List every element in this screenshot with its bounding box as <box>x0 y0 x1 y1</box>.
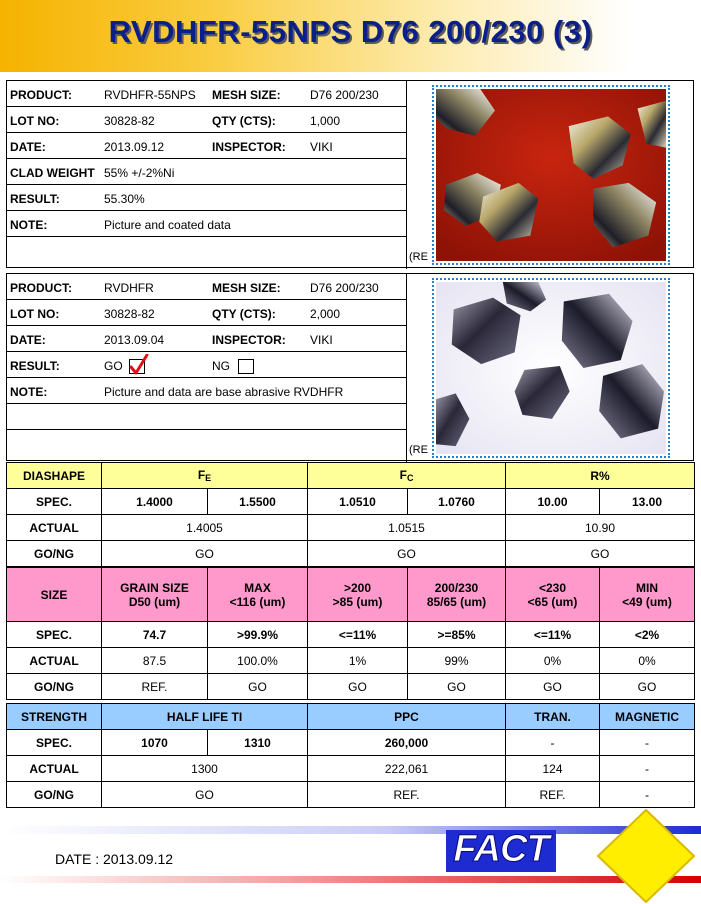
actual-cell: 87.5 <box>102 648 208 674</box>
over-200-header <box>308 568 408 622</box>
table-row <box>7 704 695 730</box>
half-life-max: 1310 <box>208 730 308 756</box>
qty-label: QTY (CTS): <box>212 307 276 321</box>
result-label: RESULT: <box>10 359 60 373</box>
inspector-label: INSPECTOR: <box>212 333 286 347</box>
fc-subscript: C <box>406 473 414 483</box>
coated-product-row <box>7 81 407 107</box>
table-row <box>7 782 695 808</box>
r-gong: GO <box>506 541 695 567</box>
fe-letter: F <box>197 468 206 482</box>
ppc-actual: 222,061 <box>308 756 506 782</box>
magnetic-spec: - <box>600 730 695 756</box>
base-info-fields <box>7 274 407 430</box>
actual-cell: 99% <box>408 648 506 674</box>
half-life-gong: GO <box>102 782 308 808</box>
under-230-header <box>506 568 600 622</box>
photo-caption: (RE <box>409 251 428 263</box>
date-value: 2013.09.04 <box>104 333 165 347</box>
header-line: <116 (um) <box>229 594 286 609</box>
coated-photo-frame <box>432 85 670 265</box>
go-checkbox[interactable] <box>129 359 145 374</box>
fc-gong: GO <box>308 541 506 567</box>
size-header: SIZE <box>7 568 102 622</box>
base-info-panel <box>6 273 694 461</box>
spec-cell: >=85% <box>408 622 506 648</box>
product-value: RVDHFR <box>104 281 154 295</box>
r-max: 13.00 <box>600 489 695 515</box>
table-row <box>7 515 695 541</box>
spec-label: SPEC. <box>7 730 102 756</box>
header-line: GRAIN SIZE <box>120 580 189 595</box>
base-grains-photo <box>436 282 666 454</box>
panel-divider <box>406 81 407 269</box>
tran-gong: REF. <box>506 782 600 808</box>
footer-date: DATE : 2013.09.12 <box>55 851 174 867</box>
table-row <box>7 622 695 648</box>
mesh-value: D76 200/230 <box>310 88 379 102</box>
note-label: NOTE: <box>10 385 48 399</box>
coated-date-row <box>7 133 407 159</box>
fc-header <box>308 463 506 489</box>
fe-min: 1.4000 <box>102 489 208 515</box>
spec-cell: <=11% <box>506 622 600 648</box>
fact-logo: FACT <box>453 828 549 870</box>
inspector-value: VIKI <box>310 333 333 347</box>
min-header <box>600 568 695 622</box>
gong-label: GO/NG <box>7 782 102 808</box>
mesh-label: MESH SIZE: <box>212 281 281 295</box>
table-row <box>7 489 695 515</box>
ng-label: NG <box>212 359 230 373</box>
ppc-header: PPC <box>308 704 506 730</box>
gong-cell: GO <box>308 674 408 700</box>
half-life-actual: 1300 <box>102 756 308 782</box>
r-min: 10.00 <box>506 489 600 515</box>
gong-cell: GO <box>600 674 695 700</box>
magnetic-actual: - <box>600 756 695 782</box>
gong-cell: GO <box>208 674 308 700</box>
tran-header: TRAN. <box>506 704 600 730</box>
base-grains-image <box>436 282 666 454</box>
coated-note-row <box>7 211 407 237</box>
ppc-spec: 260,000 <box>308 730 506 756</box>
base-product-row <box>7 274 407 300</box>
diamond-logo-icon <box>596 808 696 904</box>
half-life-header: HALF LIFE TI <box>102 704 308 730</box>
header-line: D50 (um) <box>128 594 181 609</box>
header-line: 200/230 <box>434 580 479 595</box>
ppc-gong: REF. <box>308 782 506 808</box>
fe-gong: GO <box>102 541 308 567</box>
base-empty-row <box>7 404 407 430</box>
header-line: >200 <box>343 580 372 595</box>
spec-label: SPEC. <box>7 489 102 515</box>
magnetic-header: MAGNETIC <box>600 704 695 730</box>
lot-value: 30828-82 <box>104 114 155 128</box>
check-mark-icon <box>129 354 149 376</box>
lot-label: LOT NO: <box>10 307 60 321</box>
mesh-value: D76 200/230 <box>310 281 379 295</box>
table-row <box>7 541 695 567</box>
table-row <box>7 648 695 674</box>
fe-actual: 1.4005 <box>102 515 308 541</box>
fc-letter: F <box>399 468 407 482</box>
coated-grains-photo <box>436 89 666 261</box>
spec-cell: >99.9% <box>208 622 308 648</box>
fc-min: 1.0510 <box>308 489 408 515</box>
gong-cell: GO <box>408 674 506 700</box>
gong-label: GO/NG <box>7 541 102 567</box>
inspector-value: VIKI <box>310 140 333 154</box>
inspector-label: INSPECTOR: <box>212 140 286 154</box>
date-value: 2013.09.12 <box>104 140 165 154</box>
table-row <box>7 756 695 782</box>
actual-label: ACTUAL <box>7 515 102 541</box>
table-row <box>7 730 695 756</box>
base-date-row <box>7 326 407 352</box>
page-title: RVDHFR-55NPS D76 200/230 (3) <box>108 14 593 49</box>
ng-checkbox[interactable] <box>238 359 254 374</box>
coated-lot-row <box>7 107 407 133</box>
table-row <box>7 674 695 700</box>
fc-max: 1.0760 <box>408 489 506 515</box>
lot-value: 30828-82 <box>104 307 155 321</box>
header-line: 85/65 (um) <box>426 594 487 609</box>
header-line: MAX <box>244 580 271 595</box>
fe-subscript: E <box>205 473 212 483</box>
base-photo-frame <box>432 278 670 458</box>
result-value: 55.30% <box>104 192 145 206</box>
qty-value: 2,000 <box>310 307 341 321</box>
tran-spec: - <box>506 730 600 756</box>
table-row <box>7 568 695 622</box>
diashape-table <box>6 462 695 567</box>
actual-cell: 100.0% <box>208 648 308 674</box>
result-label: RESULT: <box>10 192 60 206</box>
date-label: DATE: <box>10 333 46 347</box>
coated-grains-image <box>436 89 666 261</box>
spec-label: SPEC. <box>7 622 102 648</box>
date-label: DATE: <box>10 140 46 154</box>
gong-label: GO/NG <box>7 674 102 700</box>
note-value: Picture and data are base abrasive RVDHFR <box>104 385 344 399</box>
photo-caption: (RE <box>409 444 428 456</box>
panel-divider <box>406 274 407 462</box>
diashape-header: DIASHAPE <box>7 463 102 489</box>
coated-info-fields <box>7 81 407 237</box>
r-percent-header: R% <box>506 463 695 489</box>
note-label: NOTE: <box>10 218 48 232</box>
coated-info-panel <box>6 80 694 268</box>
grain-size-header <box>102 568 208 622</box>
actual-cell: 0% <box>600 648 695 674</box>
header-line: <65 (um) <box>527 594 578 609</box>
half-life-min: 1070 <box>102 730 208 756</box>
header-line: MIN <box>636 580 658 595</box>
qty-label: QTY (CTS): <box>212 114 276 128</box>
header-line: <49 (um) <box>622 594 672 609</box>
200-230-header <box>408 568 506 622</box>
coated-clad-row <box>7 159 407 185</box>
tran-actual: 124 <box>506 756 600 782</box>
table-row <box>7 463 695 489</box>
spec-cell: <=11% <box>308 622 408 648</box>
product-value: RVDHFR-55NPS <box>104 88 196 102</box>
actual-cell: 1% <box>308 648 408 674</box>
note-value: Picture and coated data <box>104 218 231 232</box>
actual-cell: 0% <box>506 648 600 674</box>
clad-weight-label: CLAD WEIGHT <box>10 166 95 180</box>
fc-actual: 1.0515 <box>308 515 506 541</box>
clad-weight-value: 55% +/-2%Ni <box>104 166 175 180</box>
gong-cell: GO <box>506 674 600 700</box>
product-label: PRODUCT: <box>10 88 72 102</box>
mesh-label: MESH SIZE: <box>212 88 281 102</box>
header-line: >85 (um) <box>332 594 383 609</box>
go-label: GO <box>104 359 123 373</box>
actual-label: ACTUAL <box>7 648 102 674</box>
header-line: <230 <box>538 580 567 595</box>
actual-label: ACTUAL <box>7 756 102 782</box>
strength-header: STRENGTH <box>7 704 102 730</box>
lot-label: LOT NO: <box>10 114 60 128</box>
magnetic-gong: - <box>600 782 695 808</box>
gong-cell: REF. <box>102 674 208 700</box>
spec-cell: <2% <box>600 622 695 648</box>
base-note-row <box>7 378 407 404</box>
strength-table <box>6 703 695 808</box>
fe-max: 1.5500 <box>208 489 308 515</box>
base-result-row <box>7 352 407 378</box>
max-header <box>208 568 308 622</box>
fe-header <box>102 463 308 489</box>
r-actual: 10.90 <box>506 515 695 541</box>
product-label: PRODUCT: <box>10 281 72 295</box>
base-lot-row <box>7 300 407 326</box>
spec-cell: 74.7 <box>102 622 208 648</box>
coated-result-row <box>7 185 407 211</box>
qty-value: 1,000 <box>310 114 341 128</box>
size-table <box>6 567 695 700</box>
